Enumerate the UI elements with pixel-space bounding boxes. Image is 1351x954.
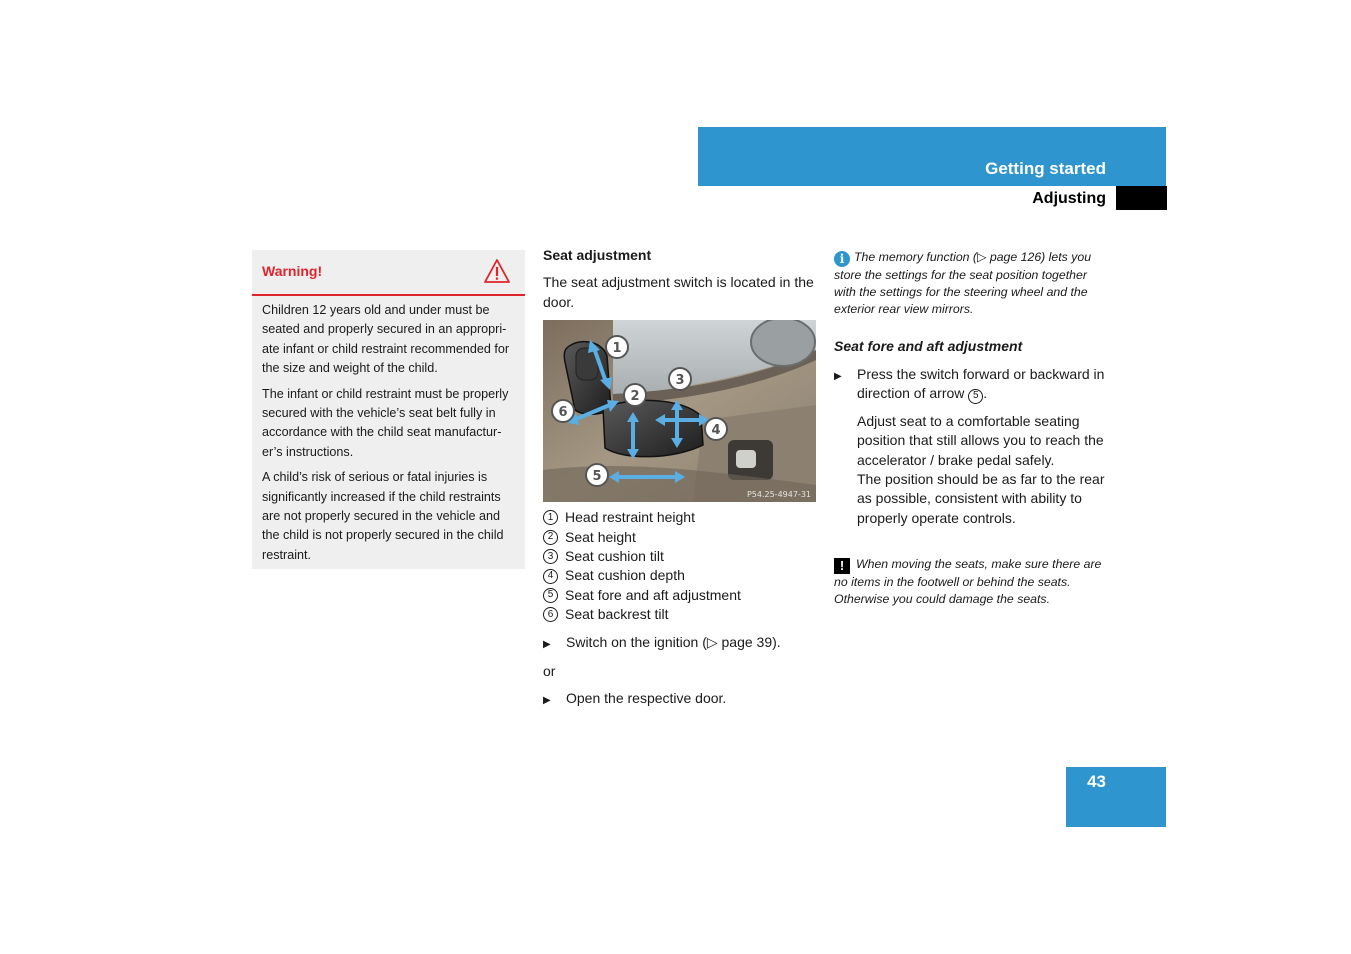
svg-text:2: 2 [630,389,640,405]
instruction-step [543,633,818,654]
legend-item [543,605,818,624]
seat-switch-photo [543,320,816,502]
caution-note-text: When moving the seats, make sure there are no items in the footwell or behind the seats. Otherwise you could damage the seats. [834,557,1102,606]
legend-label: Seat cushion tilt [565,548,664,564]
step-text: Open the respective door. [566,690,727,707]
warning-title: Warning! [262,263,323,279]
step-text: Switch on the ignition (▷ page 39). [566,633,781,650]
or-text: or [543,662,556,679]
legend-label: Seat height [565,528,636,545]
info-note [834,249,1106,317]
bullet-triangle-icon: ▶ [543,638,551,650]
legend-list [543,508,818,624]
svg-text:5: 5 [592,469,602,485]
step-text: Press the switch forward or backward in direction of arrow [857,365,1105,402]
caution-note [834,556,1106,608]
svg-text:3: 3 [675,373,685,389]
warning-body [252,296,525,565]
step-paragraph [857,365,1106,404]
callout-number: 5 [543,588,558,603]
warning-paragraph: A child’s risk of serious or fatal injuries is significantly increased if the child restraints are not properly secured in the vehicle and the child is not properly secured in the child restraint. [262,470,504,562]
legend-item [543,528,818,547]
instruction-step [834,365,1106,548]
svg-text:4: 4 [711,423,721,439]
callout-number: 4 [543,569,558,584]
warning-paragraph: The infant or child restraint must be properly secured with the vehicle’s seat belt fully in accordance with the child seat manufactur-er’s instructions. [262,386,509,459]
section-marker [1116,186,1167,210]
instruction-step [543,689,818,710]
page-number-tab [1066,767,1166,827]
svg-text:1: 1 [612,341,622,357]
warning-paragraph: Children 12 years old and under must be seated and properly secured in an appropri-ate infant or child restraint recommended for the size and weight of the child. [262,303,510,376]
legend-item [543,586,818,605]
callout-number: 3 [543,549,558,564]
right-column [834,249,1106,628]
subsection-title: Adjusting [1032,190,1106,207]
legend-label: Head restraint height [565,509,695,526]
legend-label: Seat fore and aft adjustment [565,586,741,603]
section-title: Getting started [985,159,1106,178]
callout-number: 5 [968,389,983,404]
page-number: 43 [1087,772,1106,791]
info-note-text: The memory function (▷ page 126) lets you store the settings for the seat position together with the settings for the steering wheel and the exterior rear view mirrors. [834,250,1092,316]
fore-aft-title: Seat fore and aft adjustment [834,338,1023,355]
svg-text:6: 6 [558,405,568,421]
warning-triangle-icon [483,258,511,284]
step-detail: Adjust seat to a comfortable seating position that still allows you to reach the accelerator / brake pedal safely. [857,412,1104,468]
warning-box [252,250,525,569]
callout-number: 2 [543,530,558,545]
legend-item [543,547,818,566]
exclamation-icon: ! [834,558,850,574]
callout-number: 6 [543,607,558,622]
info-icon: i [834,251,850,267]
step-text-end: . [983,385,988,402]
seat-adjustment-section [543,246,818,719]
bullet-triangle-icon: ▶ [543,695,551,707]
bullet-triangle-icon: ▶ [834,370,842,382]
seat-adjustment-intro: The seat adjustment switch is located in the door. [543,274,814,310]
seat-adjustment-title: Seat adjustment [543,247,652,263]
legend-item [543,508,818,527]
image-code: P54.25-4947-31 [746,490,811,500]
callout-number: 1 [543,510,558,525]
legend-label: Seat cushion depth [565,567,685,584]
step-detail: The position should be as far to the rear as possible, consistent with ability to properly operate controls. [857,470,1105,526]
legend-item [543,566,818,585]
warning-header [252,250,525,296]
legend-label: Seat backrest tilt [565,606,669,623]
